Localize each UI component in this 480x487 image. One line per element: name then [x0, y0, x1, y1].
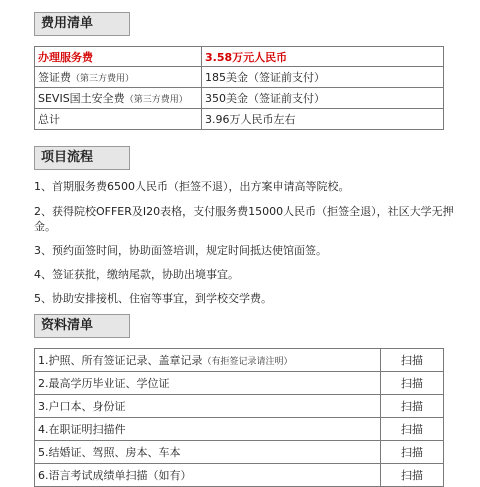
- doc-item: 1.护照、所有签证记录、盖章记录: [38, 354, 203, 367]
- fee-value: 185美金（签证前支付）: [202, 67, 444, 88]
- doc-action: 扫描: [381, 395, 444, 418]
- fee-label: 办理服务费: [35, 47, 202, 67]
- table-row: [35, 109, 444, 130]
- table-row: [35, 441, 444, 464]
- doc-item: 5.结婚证、驾照、房本、车本: [35, 441, 381, 464]
- fee-label: SEVIS国土安全费: [38, 92, 125, 105]
- table-row: [35, 88, 444, 109]
- process-step: 2、获得院校OFFER及I20表格，支付服务费15000人民币（拒签全退），社区大学无押金。: [34, 205, 454, 233]
- process-step: 1、首期服务费6500人民币（拒签不退），出方案申请高等院校。: [34, 180, 350, 193]
- fee-note: （第三方费用）: [124, 95, 188, 105]
- fee-value: 3.58万元人民币: [202, 47, 444, 67]
- table-row: [35, 349, 444, 372]
- doc-action: 扫描: [381, 464, 444, 487]
- fee-note: （第三方费用）: [71, 74, 135, 84]
- fee-value: 350美金（签证前支付）: [202, 88, 444, 109]
- doc-item: 4.在职证明扫描件: [35, 418, 381, 441]
- fee-table: [34, 46, 444, 130]
- process-section-heading: 项目流程: [34, 146, 130, 170]
- table-row: [35, 47, 444, 67]
- doc-action: 扫描: [381, 441, 444, 464]
- doc-item: 3.户口本、身份证: [35, 395, 381, 418]
- docs-section-heading: 资料清单: [34, 314, 130, 338]
- table-row: [35, 464, 444, 487]
- doc-action: 扫描: [381, 418, 444, 441]
- table-row: [35, 67, 444, 88]
- doc-item: 2.最高学历毕业证、学位证: [35, 372, 381, 395]
- doc-item-cell: [35, 349, 381, 372]
- doc-action: 扫描: [381, 349, 444, 372]
- fee-label-cell: [35, 88, 202, 109]
- table-row: [35, 395, 444, 418]
- process-step: 4、签证获批，缴纳尾款，协助出境事宜。: [34, 268, 239, 281]
- fee-value: 3.96万人民币左右: [202, 109, 444, 130]
- process-step: 5、协助安排接机、住宿等事宜，到学校交学费。: [34, 292, 272, 305]
- process-step: 3、预约面签时间，协助面签培训，规定时间抵达使馆面签。: [34, 244, 327, 257]
- table-row: [35, 372, 444, 395]
- doc-action: 扫描: [381, 372, 444, 395]
- fee-section-heading: 费用清单: [34, 12, 130, 36]
- fee-label-cell: [35, 67, 202, 88]
- docs-table: [34, 348, 444, 487]
- doc-item: 6.语言考试成绩单扫描（如有）: [35, 464, 381, 487]
- fee-label: 签证费: [38, 71, 71, 84]
- table-row: [35, 418, 444, 441]
- process-steps: [34, 180, 464, 316]
- doc-note: （有拒签记录请注明）: [202, 357, 293, 367]
- fee-label: 总计: [35, 109, 202, 130]
